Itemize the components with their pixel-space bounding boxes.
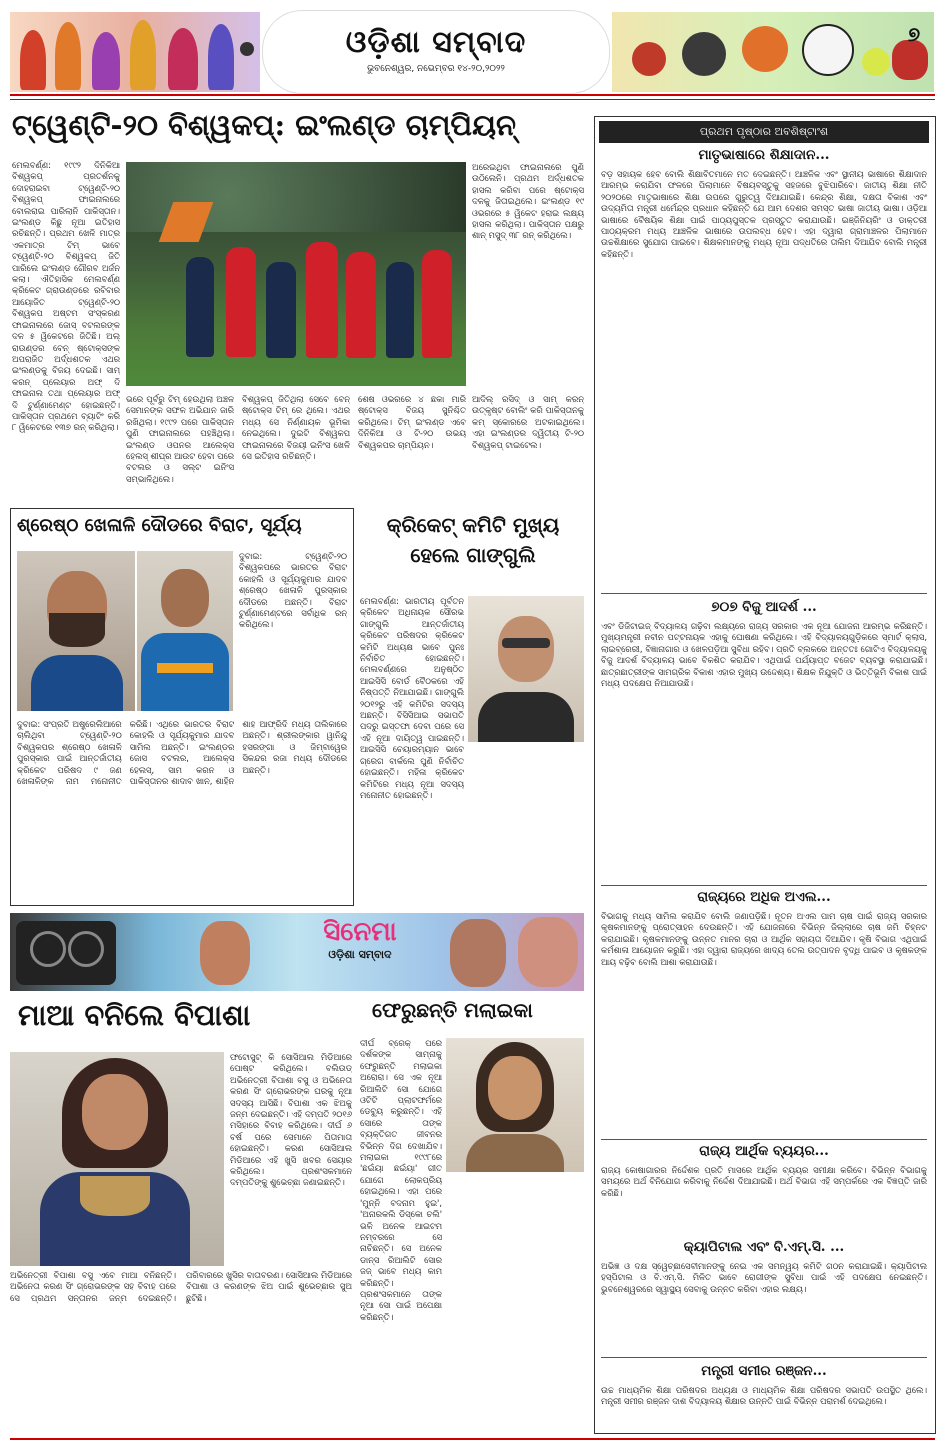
best-player-side-text: ଦୁବାଇ: ଟ୍ୱେଣ୍ଟି-୨୦ ବିଶ୍ୱକପରେ ଭାରତର ବିରାଟ କୋହଲି ଓ ସୂର୍ଯ୍ୟକୁମାର ଯାଦବ ଶ୍ରେଷ୍ଠ ଖେଳାଳି ପୁରସ୍କାର ଦୌଡରେ ଅଛନ୍ତି। ବିରାଟ ଟୁର୍ଣ୍ଣାମେଣ୍ଟରେ ସର୍ବାଧିକ ରନ୍ କରିଥିଲେ।: [239, 551, 347, 630]
sidebar-section-4-title: ରାଜ୍ୟ ଆର୍ଥିକ ବ୍ୟୟର...: [699, 1143, 829, 1159]
sidebar-divider: [601, 1139, 927, 1140]
top-rule-thin: [10, 99, 935, 100]
best-player-box: [10, 508, 354, 906]
cinema-title: ସିନେମା: [323, 917, 397, 947]
title-box: [262, 10, 610, 94]
sourav-ganguly-photo: [468, 596, 584, 742]
bipasha-headline: ମାଆ ବନିଲେ ବିପାଶା: [18, 998, 251, 1032]
virat-kohli-photo: [17, 551, 135, 711]
cinema-banner: [10, 913, 584, 991]
bottom-rule: [10, 1438, 935, 1440]
best-player-headline: ଶ୍ରେଷ୍ଠ ଖେଳାଳି ଦୌଡରେ ବିରାଟ, ସୂର୍ଯ୍ୟ: [17, 515, 302, 536]
lead-headline: ଟ୍ୱେଣ୍ଟି-୨୦ ବିଶ୍ୱକପ୍: ଇଂଲଣ୍ଡ ଚାମ୍ପିୟନ୍: [12, 108, 517, 142]
ganguly-headline: କ୍ରିକେଟ୍ କମିଟି ମୁଖ୍ୟ ହେଲେ ଗାଙ୍ଗୁଲି: [386, 513, 560, 567]
sidebar-section-1-title: ମାତୃଭାଷାରେ ଶିକ୍ଷାଦାନ...: [698, 147, 830, 163]
lead-col-1: ମେଲବର୍ଣ୍ଣ: ୧୯୯୨ ଦିନିକିଆ ବିଶ୍ୱକପ୍ ପ୍ରତର୍ଶନକୁ ଦୋହରାଇବା ଟ୍ୱେଣ୍ଟି-୨୦ ବିଶ୍ୱକପ୍ ଫାଇନାଲରେ ବୋଲରାଇ ପାରିଲାନି ପାକିସ୍ତାନ। ଇଂଲଣ୍ଡ କିଛୁ ନୂଆ ଇତିହାସ ରଚିଛନ୍ତି। ପ୍ରଥମ ଖେଳି ମାତ୍ର ଏକମାତ୍ର ଟିମ୍ ଭାବେ ଟ୍ୱେଣ୍ଟି-୨୦ ବିଶ୍ୱକପ୍ ଜିତି ପାରିଲେ ଇଂଲଣ୍ଡ ଗୌରବ ଅର୍ଜନ କଲା। ଐତିହାସିକ ମେଲବର୍ଣ୍ଣ କ୍ରିକେଟ ଗ୍ରାଉଣ୍ଡରେ ରବିବାର ଆୟୋଜିତ ଟ୍ୱେଣ୍ଟି-୨୦ ବିଶ୍ୱକପ ଅଷ୍ଟମ ସଂସ୍କରଣ ଫାଇନାଲରେ ଜୋସ୍ ବଟଲରଙ୍କ ଦଳ ୫ ୱିକେଟରେ ଜିତିଛି। ଅଲ୍ ରାଉଣ୍ଡର ବେନ୍ ଷ୍ଟୋକ୍ସଙ୍କ ଅପରାଜିତ ଅର୍ଦ୍ଧଶତକ ଏଥର ଇଂଲଣ୍ଡକୁ ବିଜୟ ଦେଇଛି। ସାମ୍ କରନ୍ ପ୍ଲେୟାର ଅଫ୍ ଦି ଫାଇନାଲ ତଥା ପ୍ଲେୟାର ଅଫ୍ ଦି ଟୁର୍ଣ୍ଣାମେଣ୍ଟ ହୋଇଛନ୍ତି। ପାକିସ୍ତାନ ପ୍ରଥମେ ବ୍ୟାଟିଂ କରି ୮ ୱିକେଟରେ ୧୩୭ ରନ୍ କରିଥିଲା।: [12, 160, 120, 433]
sidebar-box: [594, 116, 936, 1434]
lead-col-4: ଅରେଇଥିବା ଫାଇନାଲରେ ପୁଣି ଉଠିଲେନି। ପ୍ରଥମ ଅର୍ଦ୍ଧଶତକ ହାସଲ କରିବା ପରେ ଷ୍ଟୋକ୍ସ ଦଳକୁ ଜିତାଇଥିଲେ। ଇଂଲଣ୍ଡ ୧୯ ଓଭରରେ ୫ ୱିକେଟ ହରାଇ ଲକ୍ଷ୍ୟ ହାସଲ କରିଥିଲା। ପାକିସ୍ତାନ ପକ୍ଷରୁ ଶାନ୍ ମସୁଦ୍ ୩୮ ରନ୍ କରିଥିଲେ।: [472, 162, 584, 241]
malaika-headline: ଫେରୁଛନ୍ତି ମଲାଇକା: [372, 998, 533, 1022]
top-rule: [10, 94, 935, 96]
lead-col-3: ବିଶ୍ୱକପ୍ ଜିତିଥିଲା ସେବେ ବେନ୍ ଷ୍ଟୋକ୍ସ ଟିମ୍ ରେ ଥିଲେ। ଏଥର ମଧ୍ୟ ସେ ନିର୍ଣ୍ଣାୟକ ଭୂମିକା ନେଇଥିଲେ। ଦୁଇଟି ବିଶ୍ୱକପ ଫାଇନାଲରେ ବିଜୟୀ ଇନିଂସ ଖେଳି ସେ ଇତିହାସ ରଚିଛନ୍ତି।: [242, 394, 350, 462]
sidebar-section-6-text: ଉଚ୍ଚ ମାଧ୍ୟମିକ ଶିକ୍ଷା ପରିଷଦର ଅଧ୍ୟକ୍ଷ ଓ ମାଧ୍ୟମିକ ଶିକ୍ଷା ପରିଷଦର ସଭାପତି ଉପସ୍ଥିତ ଥିଲେ। ମନ୍ତ୍ରୀ ସମୀର ରଞ୍ଜନ ଦାଶ ବିଦ୍ୟାଳୟ ଶିକ୍ଷାର ଉନ୍ନତି ପାଇଁ ବିଭିନ୍ନ ପରାମର୍ଶ ଦେଇଥିଲେ।: [601, 1385, 927, 1407]
page-number: ୭: [907, 22, 921, 46]
sidebar-section-3-text: ବିଭାଗକୁ ମଧ୍ୟ ସାମିଲ କରାଯିବ ବୋଲି ଜଣାପଡ଼ିଛି। ନୂତନ ଅଏଲ ପାମ ଚାଷ ପାଇଁ ରାଜ୍ୟ ସରକାର କୃଷକମାନଙ୍କୁ ପ୍ରୋତ୍ସାହନ ଦେଉଛନ୍ତି। ଏହି ଯୋଜନାରେ ବିଭିନ୍ନ ଜିଲ୍ଲାରେ ଚାଷ ଜମି ଚିହ୍ନଟ କରାଯାଇଛି। କୃଷକମାନଙ୍କୁ ଉନ୍ନତ ମାନର ଚାରା ଓ ଆର୍ଥିକ ସହାୟତା ଦିଆଯିବ। କୃଷି ବିଭାଗ ଏଥିପାଇଁ କର୍ମଶାଳା ଆୟୋଜନ କରୁଛି। ଏହା ଦ୍ୱାରା ରାଜ୍ୟରେ ଖାଦ୍ୟ ତେଲ ଉତ୍ପାଦନ ବୃଦ୍ଧି ପାଇବ ଓ କୃଷକଙ୍କ ଆୟ ବଢ଼ିବ ବୋଲି ଆଶା କରାଯାଉଛି।: [601, 911, 927, 967]
lead-col-5: ଶେଷ ଓଭରରେ ୪ ଛକା ମାରି ଷ୍ଟୋକ୍ସ ବିଜୟ ସୁନିଶ୍ଚିତ କରିଥିଲେ। ଟିମ୍ ଇଂଲଣ୍ଡ ଏବେ ଦିନିକିଆ ଓ ଟି-୨୦ ଉଭୟ ବିଶ୍ୱକପର ଚାମ୍ପିୟନ।: [358, 394, 466, 450]
sidebar-section-5-text: ଅଭିଜ୍ଞ ଓ ଦକ୍ଷ ସ୍ୱେଚ୍ଛାସେବୀମାନଙ୍କୁ ନେଇ ଏକ ସମନ୍ୱୟ କମିଟି ଗଠନ କରାଯାଇଛି। କ୍ୟାପିଟାଲ ହସ୍ପିଟାଲ ଓ ବି.ଏମ୍.ସି. ମିଳିତ ଭାବେ ରୋଗୀଙ୍କ ସୁବିଧା ପାଇଁ ଏହି ପଦକ୍ଷେପ ନେଇଛନ୍ତି। ଭୁବନେଶ୍ୱରରେ ସ୍ୱାସ୍ଥ୍ୟ ସେବାକୁ ଉନ୍ନତ କରିବା ଏହାର ଲକ୍ଷ୍ୟ।: [601, 1261, 927, 1294]
sidebar-section-3-title: ରାଜ୍ୟରେ ଅଧିକ ଅଏଲ...: [697, 889, 831, 905]
best-player-body: ଦୁବାଇ: ସଂପ୍ରତି ଅଷ୍ଟ୍ରେଲିଆରେ ଚାଲିଥିବା ଟ୍ୱେଣ୍ଟି-୨୦ ବିଶ୍ୱକପର ଶ୍ରେଷ୍ଠ ଖେଳାଳି ପୁରସ୍କାର ପାଇଁ ଆନ୍ତର୍ଜାତୀୟ କ୍ରିକେଟ ପରିଷଦ ୯ ଜଣ ଖେଳାଳିଙ୍କ ନାମ ମନୋନୀତ କରିଛି। ଏଥିରେ ଭାରତର ବିରାଟ କୋହଲି ଓ ସୂର୍ଯ୍ୟକୁମାର ଯାଦବ ସାମିଲ ଅଛନ୍ତି। ଇଂଲଣ୍ଡର ଜୋସ ବଟଲର, ଆଲେକ୍ସ ହେଲସ୍, ସାମ କରନ ଓ ପାକିସ୍ତାନର ଶାଦାବ ଖାନ, ଶାହିନ ଶାହ ଆଫ୍ରିଦି ମଧ୍ୟ ତାଲିକାରେ ଅଛନ୍ତି। ଶ୍ରୀଲଙ୍କାର ୱାନିନ୍ଦୁ ହସରଙ୍ଗା ଓ ଜିମ୍ବାୱେର ସିକନ୍ଦର ରଜା ମଧ୍ୟ ଦୌଡରେ ଅଛନ୍ତି।: [17, 719, 347, 787]
sidebar-divider: [601, 593, 927, 594]
sports-graphic-right: [612, 12, 934, 92]
sidebar-header: ପ୍ରଥମ ପୃଷ୍ଠାର ଅବଶିଷ୍ଟାଂଶ: [599, 121, 929, 143]
sidebar-section-4-text: ରାଜ୍ୟ କୋଷାଗାରର ନିର୍ଦ୍ଦେଶକ ପ୍ରତି ମାସରେ ଆର୍ଥିକ ବ୍ୟୟର ସମୀକ୍ଷା କରିବେ। ବିଭିନ୍ନ ବିଭାଗକୁ ସମୟରେ ଅର୍ଥ ବିନିଯୋଗ କରିବାକୁ ନିର୍ଦ୍ଦେଶ ଦିଆଯାଇଛି। ଅର୍ଥ ବିଭାଗ ଏହି ସମ୍ପର୍କରେ ଏକ ବିଜ୍ଞପ୍ତି ଜାରି କରିଛି।: [601, 1165, 927, 1198]
sports-graphic-left: [10, 12, 260, 92]
suryakumar-yadav-photo: [137, 551, 233, 711]
sidebar-section-1-text: ବଡ଼ ସହାୟକ ହେବ ବୋଲି ଶିକ୍ଷାବିତମାନେ ମତ ଦେଇଛନ୍ତି। ଆଞ୍ଚଳିକ ଏବଂ ସ୍ଥାନୀୟ ଭାଷାରେ ଶିକ୍ଷାଦାନ ଆରମ୍ଭ କରାଯିବା ଫଳରେ ପିଲାମାନେ ବିଷୟବସ୍ତୁକୁ ସହଜରେ ବୁଝିପାରିବେ। ଜାତୀୟ ଶିକ୍ଷା ନୀତି ୨୦୨୦ରେ ମାତୃଭାଷାରେ ଶିକ୍ଷା ଉପରେ ଗୁରୁତ୍ୱ ଦିଆଯାଇଛି। କେନ୍ଦ୍ର ଶିକ୍ଷା, ଦକ୍ଷତା ବିକାଶ ଏବଂ ଉଦ୍ୟମିତା ମନ୍ତ୍ରୀ ଧର୍ମେନ୍ଦ୍ର ପ୍ରଧାନ କହିଛନ୍ତି ଯେ ଆମ ଦେଶର ସମସ୍ତ ଭାଷା ଜାତୀୟ ଭାଷା। ଓଡ଼ିଆ ଭାଷାରେ ବୈଷୟିକ ଶିକ୍ଷା ପାଇଁ ପାଠ୍ୟପୁସ୍ତକ ପ୍ରସ୍ତୁତ କରାଯାଉଛି। ଇଞ୍ଜିନିୟରିଂ ଓ ଡାକ୍ତରୀ ପାଠ୍ୟକ୍ରମ ମଧ୍ୟ ଆଞ୍ଚଳିକ ଭାଷାରେ ଉପଲବ୍ଧ ହେବ। ଏହା ଦ୍ୱାରା ଗ୍ରାମାଞ୍ଚଳର ପିଲାମାନେ ଉଚ୍ଚଶିକ୍ଷାରେ ସୁଯୋଗ ପାଇବେ। ଶିକ୍ଷକମାନଙ୍କୁ ମଧ୍ୟ ନୂଆ ପଦ୍ଧତିରେ ତାଲିମ ଦିଆଯିବ ବୋଲି ମନ୍ତ୍ରୀ କହିଛନ୍ତି।: [601, 169, 927, 259]
ganguly-body: ମେଲବର୍ଣ୍ଣ: ଭାରତୀୟ ପୂର୍ବତନ କ୍ରିକେଟ ଅଧିନାୟକ ସୌରଭ ଗାଙ୍ଗୁଲି ଆନ୍ତର୍ଜାତୀୟ କ୍ରିକେଟ ପରିଷଦର କ୍ରିକେଟ କମିଟି ଅଧ୍ୟକ୍ଷ ଭାବେ ପୁନଃ ନିର୍ବାଚିତ ହୋଇଛନ୍ତି। ମେଲବର୍ଣ୍ଣରେ ଅନୁଷ୍ଠିତ ଆଇସିସି ବୋର୍ଡ ବୈଠକରେ ଏହି ନିଷ୍ପତ୍ତି ନିଆଯାଇଛି। ଗାଙ୍ଗୁଲି ୨୦୧୨ରୁ ଏହି କମିଟିର ସଦସ୍ୟ ଅଛନ୍ତି। ବିସିସିଆଇ ସଭାପତି ପଦରୁ ଇସ୍ତଫା ଦେବା ପରେ ସେ ଏହି ନୂଆ ଦାୟିତ୍ୱ ପାଇଛନ୍ତି। ଆଇସିସି ଚେୟାରମ୍ୟାନ ଭାବେ ଗ୍ରେଗ ବାର୍କଲେ ପୁଣି ନିର୍ବାଚିତ ହୋଇଛନ୍ତି। ମହିଳା କ୍ରିକେଟ କମିଟିରେ ମଧ୍ୟ ନୂଆ ସଦସ୍ୟ ମନୋନୀତ ହୋଇଛନ୍ତି।: [360, 596, 464, 800]
bipasha-caption: ଅଭିନେତ୍ରୀ ବିପାଶା ବସୁ ଏବେ ମାଆ ବନିଛନ୍ତି। ଅଭିନେତା କରଣ ସିଂ ଗ୍ରୋଭରଙ୍କ ସହ ବିବାହ ପରେ ସେ ପ୍ରଥମ ସନ୍ତାନର ଜନ୍ମ ଦେଇଛନ୍ତି। ପରିବାରରେ ଖୁସିର ବାତାବରଣ। ସୋସିଆଲ ମିଡିଆରେ ବିପାଶା ଓ କରଣଙ୍କ ଝିଅ ପାଇଁ ଶୁଭେଚ୍ଛାର ସୁଅ ଛୁଟିଛି।: [10, 1270, 352, 1303]
masthead: [0, 0, 945, 92]
sidebar-section-2-text: ଏବଂ ଡିଜିଟାଇଜ୍ ବିଦ୍ୟାଳୟ ଗଢ଼ିବା ଲକ୍ଷ୍ୟରେ ରାଜ୍ୟ ସରକାର ଏକ ନୂଆ ଯୋଜନା ଆରମ୍ଭ କରିଛନ୍ତି। ମୁଖ୍ୟମନ୍ତ୍ରୀ ନବୀନ ପଟ୍ଟନାୟକ ଏହାକୁ ଘୋଷଣା କରିଥିଲେ। ଏହି ବିଦ୍ୟାଳୟଗୁଡ଼ିକରେ ସ୍ମାର୍ଟ କ୍ଲାସ, ଲାଇବ୍ରେରୀ, ବିଜ୍ଞାନାଗାର ଓ ଖେଳପଡ଼ିଆ ସୁବିଧା ରହିବ। ପ୍ରତି ବ୍ଲକରେ ଅନ୍ତତଃ ଗୋଟିଏ ବିଦ୍ୟାଳୟକୁ ବିଜୁ ଆଦର୍ଶ ବିଦ୍ୟାଳୟ ଭାବେ ବିକଶିତ କରାଯିବ। ଏଥିପାଇଁ ପର୍ଯ୍ୟାପ୍ତ ବଜେଟ ବ୍ୟବସ୍ଥା କରାଯାଇଛି। ଛାତ୍ରଛାତ୍ରୀଙ୍କ ସାମଗ୍ରିକ ବିକାଶ ଏହାର ମୁଖ୍ୟ ଉଦ୍ଦେଶ୍ୟ। ଶିକ୍ଷକ ନିଯୁକ୍ତି ଓ ଭିତ୍ତିଭୂମି ବିକାଶ ପାଇଁ ମଧ୍ୟ ପଦକ୍ଷେପ ନିଆଯାଉଛି।: [601, 621, 927, 689]
date-line: ଭୁବନେଶ୍ୱର, ନଭେମ୍ବର ୧୪-୨୦,୨୦୨୨: [367, 64, 505, 74]
sidebar-section-6-title: ମନ୍ତ୍ରୀ ସମୀର ରଞ୍ଜନ...: [701, 1363, 827, 1379]
sidebar-section-5-title: କ୍ୟାପିଟାଲ ଏବଂ ବି.ଏମ୍.ସି. ...: [683, 1239, 845, 1255]
sidebar-divider: [601, 1357, 927, 1358]
england-celebration-photo: [126, 162, 466, 386]
malaika-arora-photo: [446, 1038, 584, 1172]
bipasha-body: ଫଟୋସୁଟ୍ କି ସୋସିଆଲ ମିଡିଆରେ ପୋଷ୍ଟ କରିଥିଲେ। ବଲିଉଡ୍ ଅଭିନେତ୍ରୀ ବିପାଶା ବସୁ ଓ ଅଭିନେତା କରଣ ସିଂ ଗ୍ରୋଭରଙ୍କ ଘରକୁ ନୂଆ ସଦସ୍ୟ ଆସିଛି। ବିପାଶା ଏକ ଝିଅକୁ ଜନ୍ମ ଦେଇଛନ୍ତି। ଏହି ଦମ୍ପତି ୨୦୧୬ ମସିହାରେ ବିବାହ କରିଥିଲେ। ଦୀର୍ଘ ୬ ବର୍ଷ ପରେ ସେମାନେ ପିତାମାତା ହୋଇଛନ୍ତି। କରଣ ସୋସିଆଲ ମିଡିଆରେ ଏହି ଖୁସି ଖବର ସେୟାର କରିଥିଲେ। ପ୍ରଶଂସକମାନେ ଦମ୍ପତିଙ୍କୁ ଶୁଭେଚ୍ଛା ଜଣାଇଛନ୍ତି।: [230, 1052, 352, 1188]
cinema-subtitle: ଓଡ଼ିଶା ସମ୍ବାଦ: [328, 948, 392, 961]
lead-col-2: ଭରେ ପୂର୍ବରୁ ଟିମ୍ ହେଉଥିଲା ଅଞ୍ଚଳ ସେମାନଙ୍କ ସଫଳ ଅଭିଯାନ ଜାରି ରଖିଥିଲା। ୧୯୯୨ ପରେ ପାକିସ୍ତାନ ପୁଣି ଫାଇନାଲରେ ପହଞ୍ଚିଥିଲା। ଇଂଲଣ୍ଡ ଓପନର ଆଲେକ୍ସ ହେଲସ୍ ଶୀଘ୍ର ଆଉଟ ହେବା ପରେ ବଟଲର ଓ ସଲ୍ଟ ଇନିଂସ ସମ୍ଭାଳିଥିଲେ।: [126, 394, 234, 484]
paper-name: ଓଡ଼ିଶା ସମ୍ବାଦ: [345, 25, 527, 60]
bipasha-basu-photo: [10, 1052, 224, 1266]
sidebar-divider: [601, 885, 927, 886]
sidebar-section-2-title: ୭୦୭ ବିଜୁ ଆଦର୍ଶ ...: [711, 599, 817, 615]
lead-col-6: ଆଦିଲ୍ ରସିଦ୍ ଓ ସାମ୍ କରନ୍ ଉତ୍କୃଷ୍ଟ ବୋଲିଂ କରି ପାକିସ୍ତାନକୁ କମ୍ ସ୍କୋରରେ ଅଟକାଇଥିଲେ। ଏହା ଇଂଲଣ୍ଡର ଦ୍ୱିତୀୟ ଟି-୨୦ ବିଶ୍ୱକପ୍ ଟାଇଟେଲ।: [472, 394, 584, 450]
malaika-body: ଦୀର୍ଘ ବ୍ରେକ୍ ପରେ ଦର୍ଶକଙ୍କ ସାମ୍ନାକୁ ଫେରୁଛନ୍ତି ମଲାଇକା ଅରୋରା। ସେ ଏକ ନୂଆ ରିଆଲିଟି ସୋ ଯୋଗେ ଓଟିଟି ପ୍ଲାଟଫର୍ମରେ ଡେବ୍ୟୁ କରୁଛନ୍ତି। ଏହି ସୋରେ ତାଙ୍କ ବ୍ୟକ୍ତିଗତ ଜୀବନର ବିଭିନ୍ନ ଦିଗ ଦେଖାଯିବ। ମଲାଇକା ୧୯୯୮ରେ 'ଛଇଁୟା ଛଇଁୟା' ଗୀତ ଯୋଗେ ଲୋକପ୍ରିୟ ହୋଇଥିଲେ। ଏହା ପରେ 'ମୁନ୍ନି ବଦନାମ ହୁଇ', 'ଅନାରକଲି ଡିସ୍କୋ ଚଲି' ଭଳି ଅନେକ ଆଇଟମ ନମ୍ବରରେ ସେ ନାଚିଛନ୍ତି। ସେ ଅନେକ ଡାନ୍ସ ରିଆଲିଟି ସୋର ଜଜ୍ ଭାବେ ମଧ୍ୟ କାମ କରିଛନ୍ତି। ପ୍ରଶଂସକମାନେ ତାଙ୍କ ନୂଆ ସୋ ପାଇଁ ଅପେକ୍ଷା କରିଛନ୍ତି।: [360, 1038, 442, 1322]
